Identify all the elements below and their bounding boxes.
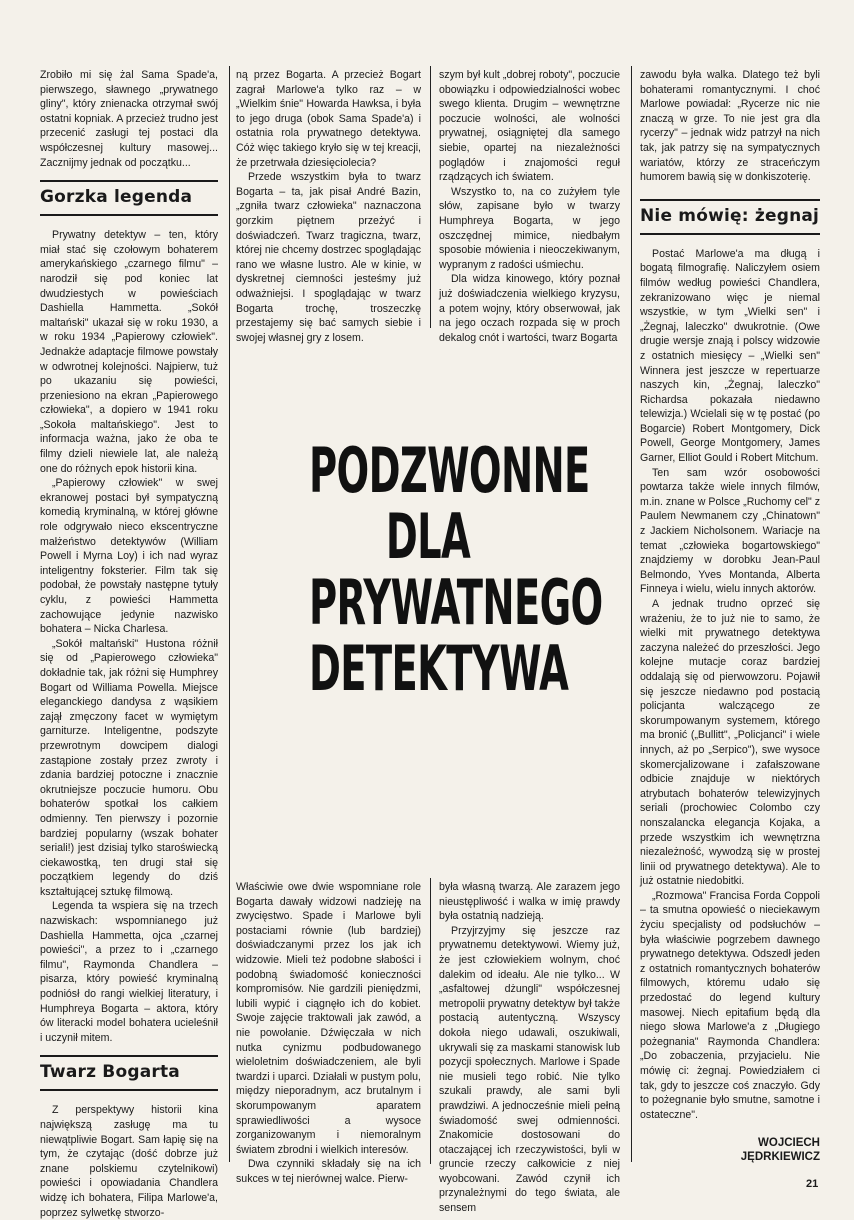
column-4: [640, 68, 820, 1122]
intro-paragraph: Zrobiło mi się żal Sama Spade'a, pierwszego, sławnego „prywatnego gliny", który znienacka otrzymał swój ostatni kopniak. A przecież trudno jest przecenić zasługi tej postaci dla współczesnej kultury masowej... Zacznijmy jednak od początku...: [40, 69, 218, 169]
paragraph: Przede wszystkim była to twarz Bogarta – ta, jak pisał André Bazin, „zgniła twarz człowieka" naznaczona gorzkim piętnem przeżyć i doświadczeń. Twarz tragiczna, twarz, której nie chcemy dostrzec spoglądając rano we własne lustro. Ale w kinie, w dyskretnej ciemności jesteśmy już odważniejsi. I spoglądając w twarz Bogarta trochę, troszeczkę przestajemy się bać samych siebie i swojej własnej gry z losem.: [236, 171, 421, 344]
paragraph: ną przez Bogarta. A przecież Bogart zagrał Marlowe'a tylko raz – w „Wielkim śnie" Howarda Hawksa, i była to jego druga (obok Sama Spade'a) i ostatnia rola prywatnego detektywa. Cóż więc takiego kryło się w tej kreacji, że przetrwała dziesięciolecia?: [236, 69, 421, 169]
page-number: 21: [806, 1178, 819, 1190]
paragraph: Postać Marlowe'a ma długą i bogatą filmografię. Naliczyłem osiem filmów według powieści Chandlera, zekranizowano więc je niemal wszystkie, w tym „Wielki sen" i „Żegnaj, laleczko" dwukrotnie. (Owe drugie wersje znają i polscy widzowie z ostatnich miesięcy – „Wielki sen" Winnera jest jeszcze w repertuarze naszych kin, „Żegnaj, laleczko" Richardsa pokazała niedawno telewizja.) Wcielali się w tę postać (po Bogarcie) Robert Montgomery, Dick Powell, George Montgomery, James Garner, Elliot Gould i Robert Mitchum.: [640, 247, 820, 465]
paragraph: zawodu była walka. Dlatego też byli bohaterami romantycznymi. I choć Marlowe powiadał: „Rycerze nic nie znaczą w grze. To nie jest gra dla rycerzy" – jednak widz patrzył na nich tak, jak patrzy się na sympatycznych wariatów, którzy ze straceńczym humorem bawią się w donkiszoterię.: [640, 69, 820, 184]
column-rule-4: [430, 878, 431, 1164]
paragraph: „Papierowy człowiek" w swej ekranowej postaci był sympatyczną komedią kryminalną, w której główne role odgrywało nieco ekscentryczne małżeństwo detektywów (William Powell i Myrna Loy) i ich nad wyraz inteligentny foksterier. Film tak się podobał, że powstały następne tytuły cyklu, z powieści Hammetta zachowujące jedynie nazwisko bohatera – Nicka Charlesa.: [40, 477, 218, 636]
article-headline: [308, 434, 603, 705]
paragraph: Prywatny detektyw – ten, który miał stać się czołowym bohaterem amerykańskiego „czarnego filmu" – narodził się pod koniec lat dwudziestych w powieściach Dashiella Hammetta. „Sokół maltański" ukazał się w roku 1930, a w roku 1934 „Papierowy człowiek". Jednakże adaptacje filmowe powstały w odwrotnej kolejności. Najpierw, tuż po ukazaniu się powieści, przeniesiono na ekran „Papierowego człowieka", a dopiero w 1941 roku „Sokoła maltańskiego". Jest to informacja ważna, jako że oba te filmy dzieli niewiele lat, ale należą one do różnych epok historii kina.: [40, 229, 218, 475]
paragraph: Legenda ta wspiera się na trzech nazwiskach: wspomnianego już Dashiella Hammetta, ojca „czarnej powieści", a przez to i „czarnego filmu", Raymonda Chandlera – pisarza, który powieść kryminalną podniósł do rangi wielkiej literatury, i Humphreya Bogarta – aktora, który ów literacki model bohatera ucieleśnił i uczynił mitem.: [40, 900, 218, 1044]
column-2-top: [236, 68, 421, 345]
author-byline: [700, 1136, 820, 1164]
paragraph: Dwa czynniki składały się na ich sukces w tej nierównej walce. Pierw-: [236, 1158, 421, 1185]
column-2-bottom: [236, 880, 421, 1186]
author-last-name: JĘDRKIEWICZ: [740, 1151, 820, 1163]
paragraph: Wszystko to, na co zużyłem tyle słów, zapisane było w twarzy Humphreya Bogarta, w jego oszczędnej mimice, niedbałym sposobie mówienia i nieoczekiwanym, wypranym z radości uśmiechu.: [439, 185, 620, 271]
section-heading-nie-mowie-zegnaj: [640, 199, 820, 235]
paragraph: szym był kult „dobrej roboty", poczucie obowiązku i odpowiedzialności wobec swego klienta. Drugim – wewnętrzne poczucie wolności, ale wolności prywatnej, osiągniętej dla samego siebie, opartej na niezależności poglądów i znajomości reguł rządzących ich światem.: [439, 69, 620, 184]
column-rule-3: [631, 66, 632, 1162]
paragraph: Z perspektywy historii kina największą zasługę ma tu niewątpliwie Bogart. Sam łapię się na tym, że czytając (dość dobrze już znane polskiemu czytelnikowi) powieści i opowiadania Chandlera widzę ich bohatera, Filipa Marlowe'a, poprzez sylwetkę stworzo-: [40, 1104, 218, 1219]
headline-line: DETEKTYWA: [308, 632, 569, 705]
column-rule-1: [229, 66, 230, 1162]
paragraph: Dla widza kinowego, który poznał już doświadczenia wielkiego kryzysu, a potem wojny, który obserwował, jak na jego oczach rozpada się w proch dekalog cnót i wartości, twarz Bogarta: [439, 273, 620, 344]
paragraph: Ten sam wzór osobowości powtarza także wiele innych filmów, m.in. znane w Polsce „Ruchomy cel" z Paulem Newmanem czy „Chinatown" z Jackiem Nicholsonem. Wariacje na temat „człowieka bogartowskiego" znajdziemy w dorobku Jean-Paul Belmondo, Yves Montanda, Alberta Finneya i wielu, wielu innych aktorów.: [640, 466, 820, 596]
section-title: Gorzka legenda: [40, 187, 193, 208]
column-1: [40, 68, 218, 1220]
headline-line: DLA: [385, 500, 471, 573]
column-3-bottom: [439, 880, 620, 1216]
headline-line: PODZWONNE: [308, 434, 590, 507]
column-3-top: [439, 68, 620, 345]
paragraph: „Rozmowa" Francisa Forda Coppoli – ta smutna opowieść o nieciekawym życiu specjalisty od podsłuchów – była właściwie pogrzebem dawnego prywatnego detektywa. Odszedł jeden z ostatnich romantycznych bohaterów filmowych, któremu udało się przedostać do legend kultury masowej. Niech epitafium będą dla niego słowa Marlowe'a z „Długiego pożegnania" Raymonda Chandlera: „Do zobaczenia, przyjacielu. Nie mówię ci: żegnaj. Powiedziałem ci tak, gdy to jeszcze coś znaczyło. Gdy to pożegnanie było smutne, samotne i ostateczne".: [640, 889, 820, 1121]
section-title: Nie mówię: żegnaj: [640, 205, 820, 226]
paragraph: była własną twarzą. Ale zarazem jego nieustępliwość i walka w imię prawdy była ostatnią nadzieją.: [439, 881, 620, 923]
section-heading-twarz-bogarta: [40, 1055, 218, 1091]
paragraph: Przyjrzyjmy się jeszcze raz prywatnemu detektywowi. Wiemy już, że jest człowiekiem wolnym, choć dalekim od ideału. Ale nie tylko... W „asfaltowej dżungli" współczesnej metropolii prywatny detektyw był także postacią autentyczną. Wszyscy dokoła niego udawali, oszukiwali, ukrywali się za maskami stanowisk lub pozycji społecznych. Marlowe i Spade nie musieli tego robić. Nie tylko szukali prawdy, ale sami byli prawdziwi. A jednocześnie mieli pełną świadomość swej odmienności. Znakomicie dostosowani do otaczającej ich rzeczywistości, byli w gruncie rzeczy całkowicie z niej wyobcowani. Zawód czynił ich przynależnymi do tego świata, ale sensem: [439, 924, 620, 1215]
section-title: Twarz Bogarta: [40, 1062, 180, 1083]
paragraph: „Sokół maltański" Hustona różnił się od „Papierowego człowieka" dokładnie tak, jak różni się Humphrey Bogart od Williama Powella. Miejsce eleganckiego dandysa z wąsikiem zajął zmęczony facet w wymiętym garniturze. Inteligentne, podszyte przewrotnym dowcipem dialogi zastąpione zostały przez zwroty i zdania bardziej potoczne i znacznie okrutniejsze poczucie humoru. Obu bohaterów spotkał los całkiem odmienny. Ten pierwszy i pozornie bardziej popularny (wszak bohater seriali!) jest dzisiaj tylko staroświecką ciekawostką, ten drugi stał się początkiem legendy do dziś kształtującej sztukę filmową.: [40, 637, 218, 898]
author-first-name: WOJCIECH: [758, 1137, 820, 1149]
column-rule-2: [430, 66, 431, 328]
paragraph: Właściwie owe dwie wspomniane role Bogarta dawały widzowi nadzieję na zwycięstwo. Spade i Marlowe byli postaciami równie (lub bardziej) doświadczanymi przez los jak ich widzowie. Mieli też podobne słabości i podobną świadomość konieczności kompromisów. Nie gardzili pieniędzmi, lubili wypić i ciągnęło ich do kobiet. Swoje zajęcie traktowali jak zawód, a nie powołanie. Dźwięczała w nich nutka cynizmu podbudowanego wieloletnim doświadczeniem, ale byli twardzi i uparci. Działali w pustym polu, między nieporadnym, acz brutalnym i skorumpowanym aparatem sprawiedliwości a wysoce zorganizowanym i niemoralnym światem zbrodni i wielkich interesów.: [236, 881, 421, 1156]
paragraph: A jednak trudno oprzeć się wrażeniu, że to już nie to samo, że wielki mit prywatnego detektywa zaczyna należeć do przeszłości. Jego kolejne mutacje coraz bardziej oddalają się od pierwowzoru. Pojawił się jeszcze niedawno pod postacią policjanta walczącego ze skorumpowanym systemem, którego ma bronić („Bullitt", „Policjanci" i wiele innych, aż po „Serpico"), swe wysoce skomercjalizowane i zafałszowane odbicie znajduje w niektórych atrybutach bohaterów telewizyjnych seriali (prochowiec Colombo czy nonszalancka elegancja Kojaka, a przede wszystkim ich wewnętrzna niezależność, wywodzą się w prostej linii od prywatnego detektywa). Ale to już ostatnie niedobitki.: [640, 598, 820, 888]
section-heading-gorzka-legenda: [40, 180, 218, 216]
headline-line: PRYWATNEGO: [308, 566, 603, 639]
